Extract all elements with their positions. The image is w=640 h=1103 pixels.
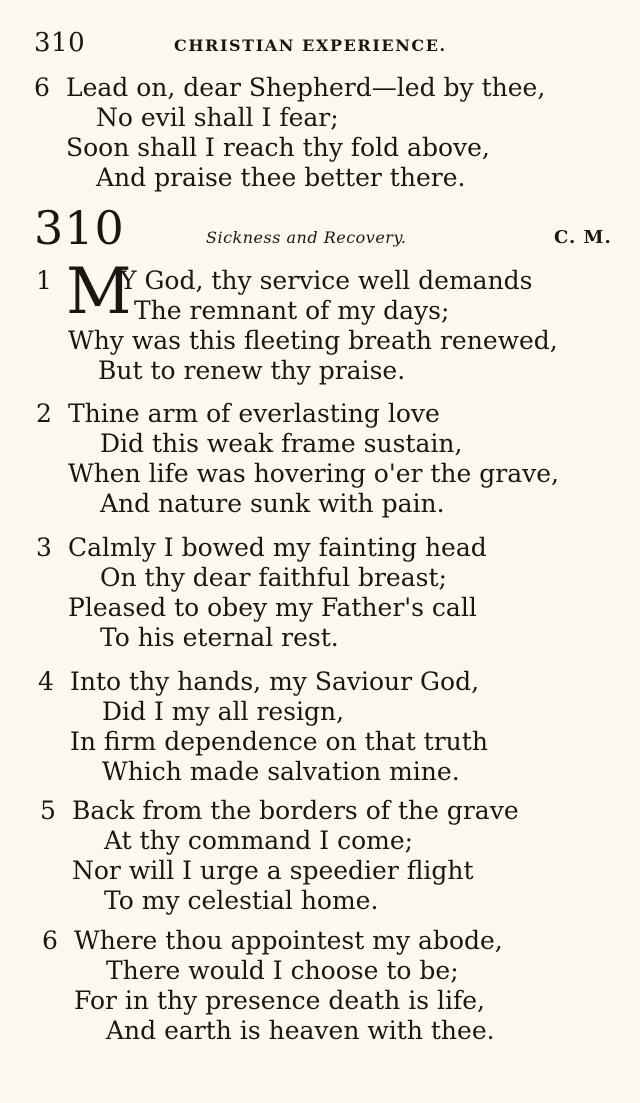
page-header [34,28,594,62]
verse-line: And earth is heaven with thee. [106,1016,495,1045]
page-number: 310 [34,28,86,58]
hymn-number: 310 [34,201,125,255]
verse-line: The remnant of my days; [134,296,450,325]
verse-line: Pleased to obey my Father's call [68,593,477,622]
verse-line: Lead on, dear Shepherd—led by thee, [66,73,546,102]
verse-line: Which made salvation mine. [102,757,460,786]
verse-line: Did I my all resign, [102,697,345,726]
verse-line: Back from the borders of the grave [72,796,519,825]
verse-line: To my celestial home. [104,886,379,915]
verse-line: Did this weak frame sustain, [100,429,463,458]
verse-line: And nature sunk with pain. [100,489,445,518]
verse-line: There would I choose to be; [106,956,459,985]
verse-line: Where thou appointest my abode, [74,926,503,955]
verse-line: Thine arm of everlasting love [68,399,440,428]
verse-line: Calmly I bowed my fainting head [68,533,487,562]
verse-line: At thy command I come; [104,826,414,855]
verse-line: Into thy hands, my Saviour God, [70,667,480,696]
verse-number: 6 [34,73,50,102]
verse-line: No evil shall I fear; [96,103,339,132]
drop-cap: M [66,255,132,329]
verse-line: Nor will I urge a speedier flight [72,856,474,885]
verse-line: On thy dear faithful breast; [100,563,447,592]
verse-line: Y God, thy service well demands [120,266,533,295]
verse-number: 4 [38,667,54,696]
verse-line: To his eternal rest. [100,623,339,652]
verse-number: 3 [36,533,52,562]
hymn-title: Sickness and Recovery. [206,228,407,247]
verse-line: Why was this fleeting breath renewed, [68,326,558,355]
verse-line: Soon shall I reach thy fold above, [66,133,490,162]
verse-number: 5 [40,796,56,825]
hymn-meter: C. M. [554,227,612,248]
verse-line: When life was hovering o'er the grave, [68,459,560,488]
verse-line: For in thy presence death is life, [74,986,485,1015]
verse-line: In firm dependence on that truth [70,727,488,756]
verse-line: And praise thee better there. [96,163,466,192]
verse-line: But to renew thy praise. [98,356,406,385]
verse-number: 2 [36,399,52,428]
running-head: CHRISTIAN EXPERIENCE. [174,36,447,55]
verse-number: 6 [42,926,58,955]
verse-number: 1 [36,266,52,295]
